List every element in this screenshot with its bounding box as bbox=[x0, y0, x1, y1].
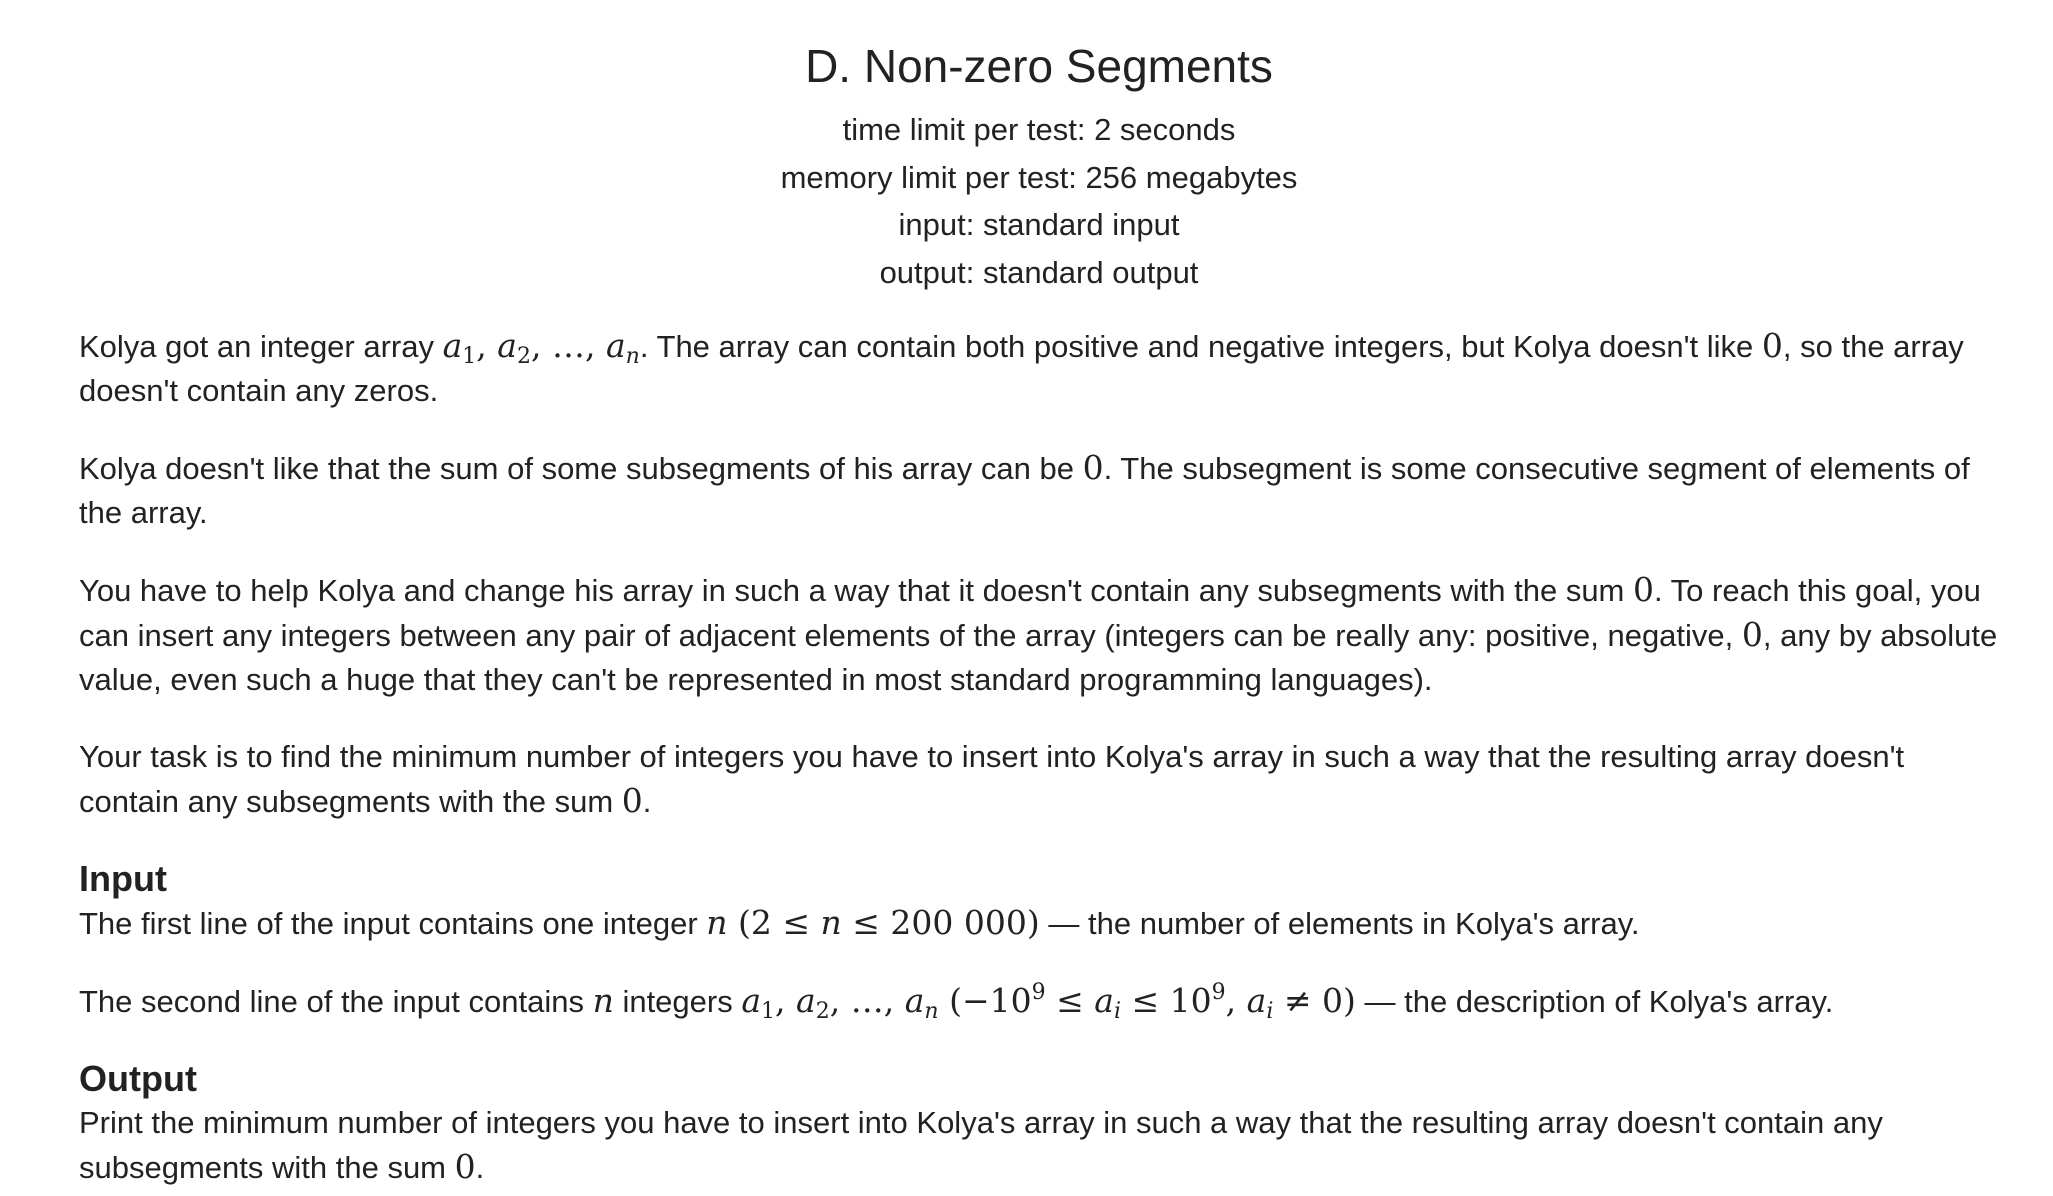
math-array-constraint: $a_1$, $a_2$, …, $a_n$ ($-10^9 \le a_i \le 10^9$, $a_i \ne 0$) bbox=[741, 980, 1356, 1024]
legend-paragraph-3 bbox=[79, 568, 1999, 702]
text: Kolya doesn't like that the sum of some subsegments of his array can be bbox=[79, 451, 1083, 486]
text: . The subsegment is some consecutive segment of elements of the array. bbox=[79, 451, 1970, 530]
problem-statement bbox=[79, 324, 1999, 1190]
text: . bbox=[642, 784, 652, 819]
text: Kolya got an integer array bbox=[79, 329, 443, 364]
math-zero: 0 bbox=[1761, 326, 1783, 365]
math-n: n bbox=[592, 981, 614, 1020]
text: . To reach this goal, you can insert any integers between any pair of adjacent elements of the array (integers can be really any: positive, negative, bbox=[79, 573, 1981, 653]
text: The second line of the input contains bbox=[79, 984, 593, 1019]
math-zero: 0 bbox=[1082, 448, 1104, 487]
text: You have to help Kolya and change his array in such a way that it doesn't contain any subsegments with the sum bbox=[79, 573, 1633, 608]
math-zero: 0 bbox=[1741, 615, 1763, 654]
memory-limit: memory limit per test: 256 megabytes bbox=[780, 159, 1298, 195]
text: — the description of Kolya's array. bbox=[1355, 984, 1834, 1019]
math-zero: 0 bbox=[1633, 570, 1654, 609]
output-section-title: Output bbox=[79, 1058, 197, 1099]
math-zero: 0 bbox=[621, 781, 643, 820]
text: The first line of the input contains one integer bbox=[79, 906, 707, 941]
legend-paragraph-4 bbox=[79, 735, 1999, 824]
math-array: $a_1$, $a_2$, …, $a_n$ bbox=[442, 326, 640, 369]
input-section bbox=[79, 857, 1999, 1024]
problem-title: D. Non-zero Segments bbox=[805, 40, 1273, 92]
input-type: input: standard input bbox=[898, 207, 1180, 242]
text: Your task is to find the minimum number of integers you have to insert into Kolya's array in such a way that the resulting array doesn't contain any subsegments with the sum bbox=[79, 739, 1905, 819]
text: Print the minimum number of integers you have to insert into Kolya's array in such a way that the resulting array doesn't contain any subsegments with the sum bbox=[79, 1105, 1883, 1185]
input-section-title: Input bbox=[79, 858, 167, 899]
legend-paragraph-1 bbox=[79, 324, 1999, 413]
text: , so the array doesn't contain any zeros. bbox=[79, 329, 1964, 408]
input-line-1 bbox=[79, 901, 1999, 946]
math-zero: 0 bbox=[454, 1147, 476, 1186]
time-limit: time limit per test: 2 seconds bbox=[842, 112, 1236, 147]
output-line-1 bbox=[79, 1101, 1999, 1190]
legend-paragraph-2 bbox=[79, 446, 1999, 535]
output-section bbox=[79, 1057, 1999, 1190]
problem-header bbox=[79, 0, 1999, 296]
text: integers bbox=[613, 984, 742, 1019]
input-line-2 bbox=[79, 979, 1999, 1024]
math-n: n (2 ≤ n ≤ 200 000) bbox=[706, 903, 1040, 942]
text: , any by absolute value, even such a huge that they can't be represented in most standard programming languages). bbox=[79, 618, 1998, 697]
text: . bbox=[475, 1150, 485, 1185]
text: — the number of elements in Kolya's array. bbox=[1039, 906, 1640, 941]
output-type: output: standard output bbox=[879, 254, 1199, 290]
text: . The array can contain both positive and negative integers, but Kolya doesn't like bbox=[639, 329, 1762, 364]
